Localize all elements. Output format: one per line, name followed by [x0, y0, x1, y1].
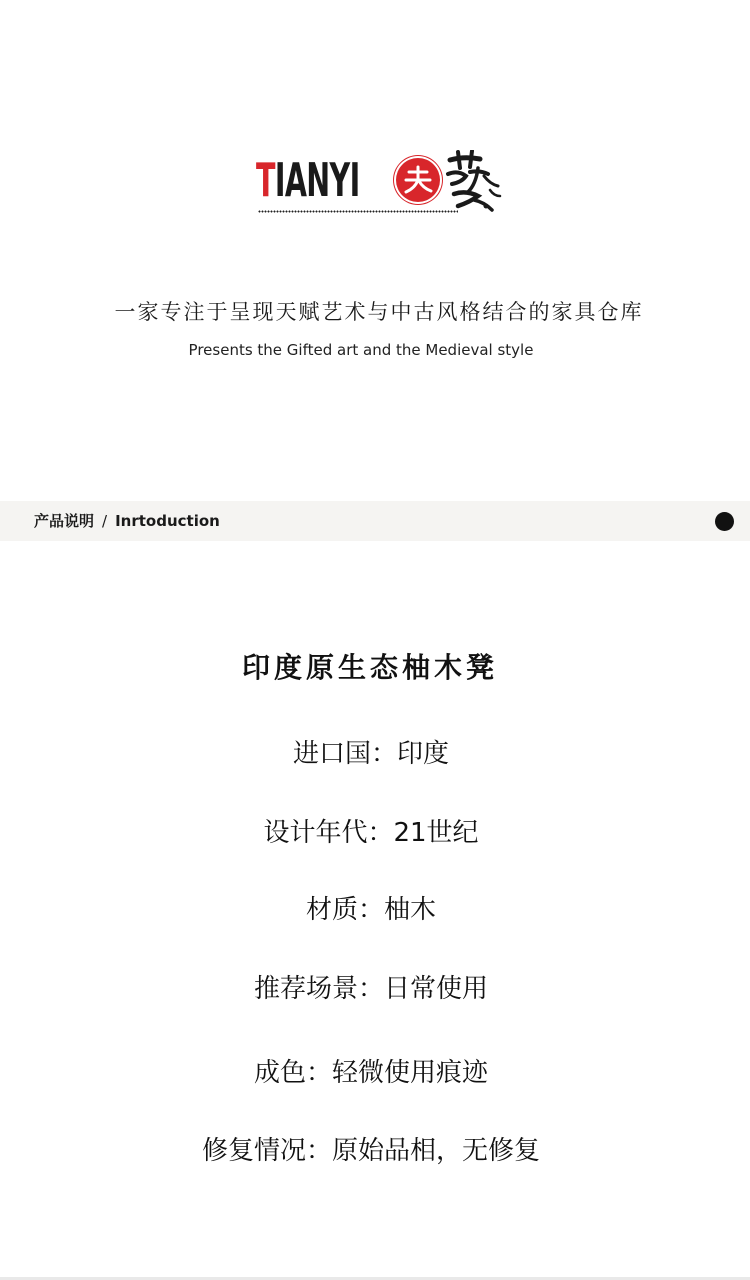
tagline-chinese: 一家专注于呈现天赋艺术与中古风格结合的家具仓库 [114, 300, 644, 324]
section-title-en: Inrtoduction [115, 512, 220, 530]
section-title [34, 501, 220, 541]
logo-brush-calligraphy-icon [444, 150, 502, 216]
spec-condition: 成色：轻微使用痕迹 [253, 1058, 489, 1088]
brush-glyph [444, 150, 502, 216]
logo-wordmark: TIANYI [256, 153, 360, 207]
section-title-cn: 产品说明 [34, 512, 95, 530]
spec-material: 材质：柚木 [305, 895, 437, 925]
brand-logo [256, 150, 501, 220]
spec-recommended-scene: 推荐场景：日常使用 [253, 974, 489, 1004]
spec-restoration: 修复情况：原始品相，无修复 [201, 1136, 541, 1166]
product-title: 印度原生态柚木凳 [241, 651, 498, 684]
logo-dotted-underline [258, 210, 458, 213]
logo-seal-icon [396, 158, 440, 202]
section-dot-icon [715, 512, 734, 531]
spec-origin-country: 进口国：印度 [292, 739, 450, 769]
section-title-separator: / [102, 512, 108, 530]
seal-glyph [396, 158, 440, 202]
section-header-bar [0, 501, 750, 541]
tagline-english: Presents the Gifted art and the Medieval style [188, 341, 534, 359]
spec-design-era: 设计年代：21世纪 [263, 818, 479, 848]
